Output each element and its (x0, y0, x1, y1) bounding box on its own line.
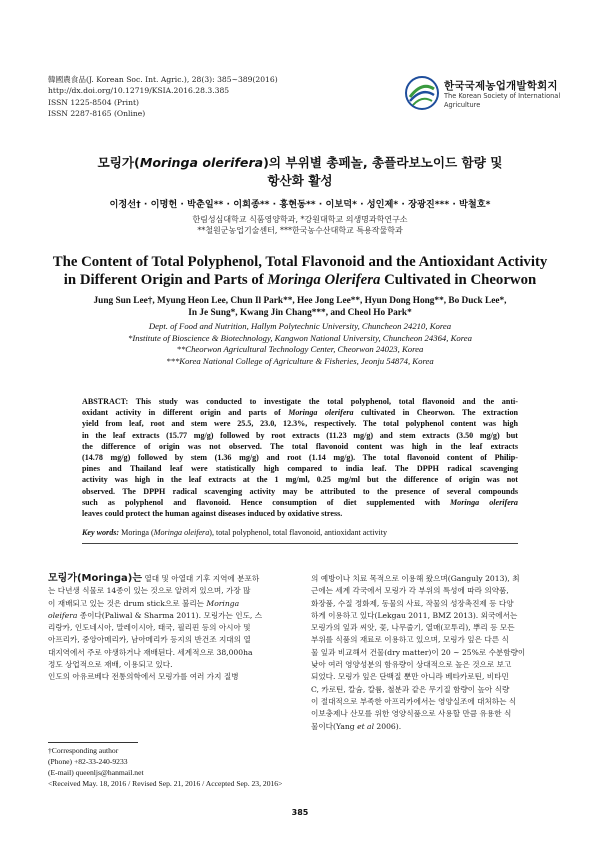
affiliation-ko-line: 한림성심대학교 식품영양학과, *강원대학교 의생명과학연구소 (192, 215, 408, 224)
keywords-species: Moringa oleifera (153, 528, 210, 537)
doi-link[interactable]: http://dx.doi.org/10.12719/KSIA.2016.28.3.385 (48, 86, 230, 96)
journal-citation: 韓國農食品(J. Korean Soc. Int. Agric.), 28(3): 385~389(2016) (48, 75, 278, 84)
body-text: 2006). (374, 721, 402, 731)
body-line: 리랑카, 인도네시아, 말레이시아, 태국, 필리핀 등의 아시아 및 (48, 623, 251, 633)
footnote (48, 745, 282, 789)
keywords (82, 527, 518, 538)
body-line: 부위를 식품의 재료로 이용하고 있으며, 모링가 잎은 다른 식 (311, 635, 509, 645)
issn-online: ISSN 2287-8165 (Online) (48, 109, 146, 119)
affiliation-en-line: *Institute of Bioscience & Biotechnology, Kangwon National University, Chuncheon 24364, Korea (128, 332, 472, 343)
affiliation-en-line: ***Korea National College of Agriculture & Fisheries, Jeonju 54874, Korea (166, 355, 434, 366)
body-line: 대지역에서 주로 야생하거나 재배된다. 세계적으로 38,000ha (48, 647, 253, 657)
body-species: oleifera (48, 610, 78, 620)
body-line: 모링가의 잎과 씨앗, 꽃, 나무줄기, 열매(꼬투리), 뿌리 등 모든 (311, 623, 515, 633)
body-line: 물 잎과 비교해서 건물(dry matter)이 20 ~ 25%로 수분함량이 (311, 647, 526, 657)
abstract-line: observed. The DPPH radical scavenging activity may be attributed to the presence of several compounds (82, 486, 518, 496)
abstract-species: Moringa olerifera (288, 408, 354, 418)
body-species: Moringa (206, 598, 240, 608)
body-line: 이보충제나 산모를 위한 영양식품으로 사용할 만큼 유용한 식 (311, 709, 512, 719)
journal-header (48, 74, 278, 120)
body-text: 종이다(Paliwal & Sharma 2011). 모링가는 인도, 스 (77, 610, 263, 620)
abstract-text: This study was conducted to investigate the total polyphenol, total flavonoid and the anti- (128, 397, 518, 406)
title-en-line1: The Content of Total Polyphenol, Total Flavonoid and the Antioxidant Activity (52, 254, 548, 270)
body-line (311, 721, 563, 733)
body-line: C, 카로틴, 칼슘, 칼륨, 철분과 같은 무기질 함량이 높아 식량 (311, 684, 510, 694)
lead-term: 모링가(Moringa)는 (48, 573, 142, 584)
abstract-line (82, 497, 518, 508)
keywords-label: Key words: (82, 528, 120, 537)
authors-english (0, 295, 600, 319)
abstract-line: activity was high in the leaf extracts at the 1 mg/ml, 0.25 mg/ml but the difference of origin was not (82, 475, 518, 485)
title-ko-part: )의 부위별 총페놀, 총플라보노이드 함량 및 (263, 155, 503, 170)
body-line: 는 다년생 식물로 14종이 있는 것으로 알려져 있으며, 가장 많 (48, 586, 251, 596)
body-line: 되었다. 모링가 잎은 단백질 뿐만 아니라 베타카로틴, 비타민 (311, 672, 509, 682)
abstract-line: in the leaf extracts (15.77 mg/g) followed by root extracts (11.23 mg/g) and stem extracts (3.50 mg/g) but (82, 430, 518, 440)
authors-en-line: In Je Sung*, Kwang Jin Chang***, and Cheol Ho Park* (188, 308, 412, 318)
body-line (48, 610, 298, 622)
issn-print: ISSN 1225-8504 (Print) (48, 97, 139, 107)
abstract-line: the difference of origin was not observed. The total flavonoid content was high in the leaf extracts (82, 441, 518, 451)
abstract (82, 396, 518, 519)
body-line: 아프리카, 중앙아메리카, 남아메리카 등지의 반건조 지대의 열 (48, 635, 251, 645)
society-emblem-icon (404, 75, 440, 115)
authors-korean: 이정선† · 이명헌 · 박춘일** · 이희종** · 홍현동** · 이보덕* · 성인제* · 장광진*** · 박철호* (109, 199, 491, 210)
body-line: 의 예방이나 치료 목적으로 이용해 왔으며(Ganguly 2013), 최 (311, 574, 520, 583)
title-ko-part: 모링가( (97, 155, 140, 170)
abstract-text: cultivated in Cheorwon. The extraction (353, 408, 518, 418)
body-line: 하게 이용하고 있다(Lekgau 2011, BMZ 2013). 외국에서는 (311, 610, 518, 620)
title-en-part: in Different Origin and Parts of (63, 272, 268, 288)
received-dates: <Received May. 18, 2016 / Revised Sep. 21, 2016 / Accepted Sep. 23, 2016> (48, 779, 283, 788)
authors-en-line: Jung Sun Lee†, Myung Heon Lee, Chun Il Park**, Hee Jong Lee**, Hyun Dong Hong**, Bo Duck Lee*, (93, 296, 507, 306)
body-line: 근에는 세계 각국에서 모링가 각 부위의 특성에 따라 의약품, (311, 586, 509, 596)
title-ko-species: Moringa olerifera (139, 155, 264, 170)
body-column-right (311, 573, 563, 733)
keywords-text: Moringa ( (119, 528, 154, 537)
society-name-en: The Korean Society of International Agriculture (444, 92, 561, 109)
corresponding-author-label: †Corresponding author (48, 746, 119, 755)
title-en-species: Moringa Olerifera (267, 272, 381, 288)
body-line: 정도 상업적으로 재배, 이용되고 있다. (48, 660, 173, 670)
keywords-text: ), total polyphenol, total flavonoid, antioxidant activity (209, 528, 388, 537)
title-english (0, 253, 600, 289)
affiliations-english (0, 321, 600, 367)
abstract-line: pines and Thailand leaf were statistically high compared to india leaf. The DPPH radical scavenging (82, 464, 518, 474)
society-name-ko: 한국국제농업개발학회지 (444, 80, 558, 92)
title-ko-line2: 항산화 활성 (267, 173, 333, 188)
body-line: 낮아 여러 영양성분의 함유량이 상대적으로 높은 것으로 보고 (311, 660, 512, 670)
body-line (48, 598, 298, 610)
abstract-line: yield from leaf, root and stem were 25.5, 23.0, 12.3%, respectively. The total polyphenol content was high (82, 419, 518, 429)
footnote-divider (48, 742, 138, 743)
phone-number: (Phone) +82-33-240-9233 (48, 757, 128, 766)
affiliations-korean (0, 214, 600, 236)
body-citation-etal: et al (357, 721, 375, 731)
abstract-species: Moringa olerifera (449, 497, 518, 507)
title-korean (0, 154, 600, 190)
body-text: 물이다(Yang (311, 721, 358, 731)
abstract-line (82, 396, 518, 407)
abstract-line: (14.78 mg/g) followed by stem (1.36 mg/g) and root (1.14 mg/g). The total flavonoid content of Philip- (82, 453, 518, 463)
body-column-left (48, 573, 298, 684)
abstract-label: ABSTRACT: (82, 397, 129, 406)
title-en-line2 (0, 271, 600, 289)
abstract-divider (82, 543, 518, 544)
abstract-line (82, 407, 518, 418)
body-line: 화장품, 수질 정화제, 동물의 사료, 작물의 성장촉진제 등 다양 (311, 598, 514, 608)
society-logo (404, 75, 564, 119)
affiliation-en-line: Dept. of Food and Nutrition, Hallym Polytechnic University, Chuncheon 24210, Korea (148, 321, 452, 331)
body-line: 이 절대적으로 부족한 아프리카에서는 영양실조에 대처하는 식 (311, 696, 517, 706)
abstract-line: leaves could protect the human against diseases induced by oxidative stress. (82, 509, 343, 519)
abstract-text: such as polyphenol and flavonoid. Hence consumption of diet supplemented with (82, 497, 450, 507)
body-text: 이 재배되고 있는 것은 drum stick으로 불리는 (48, 598, 207, 608)
affiliation-en-line: **Cheorwon Agricultural Technology Center, Cheorwon 24023, Korea (176, 344, 424, 355)
body-text: 열대 및 아열대 기후 지역에 분포하 (142, 574, 260, 583)
title-en-part: Cultivated in Cheorwon (380, 272, 537, 288)
affiliation-ko-line: **철원군농업기술센터, ***한국농수산대학교 특용작물학과 (197, 226, 403, 235)
page-number: 385 (291, 808, 309, 817)
abstract-text: oxidant activity in different origin and parts of (82, 408, 289, 418)
body-line (48, 573, 298, 585)
body-line: 인도의 아유르베다 전통의학에서 모링가를 여러 가지 질병 (48, 672, 239, 682)
email-address[interactable]: (E-mail) queenljs@hanmail.net (48, 768, 144, 777)
